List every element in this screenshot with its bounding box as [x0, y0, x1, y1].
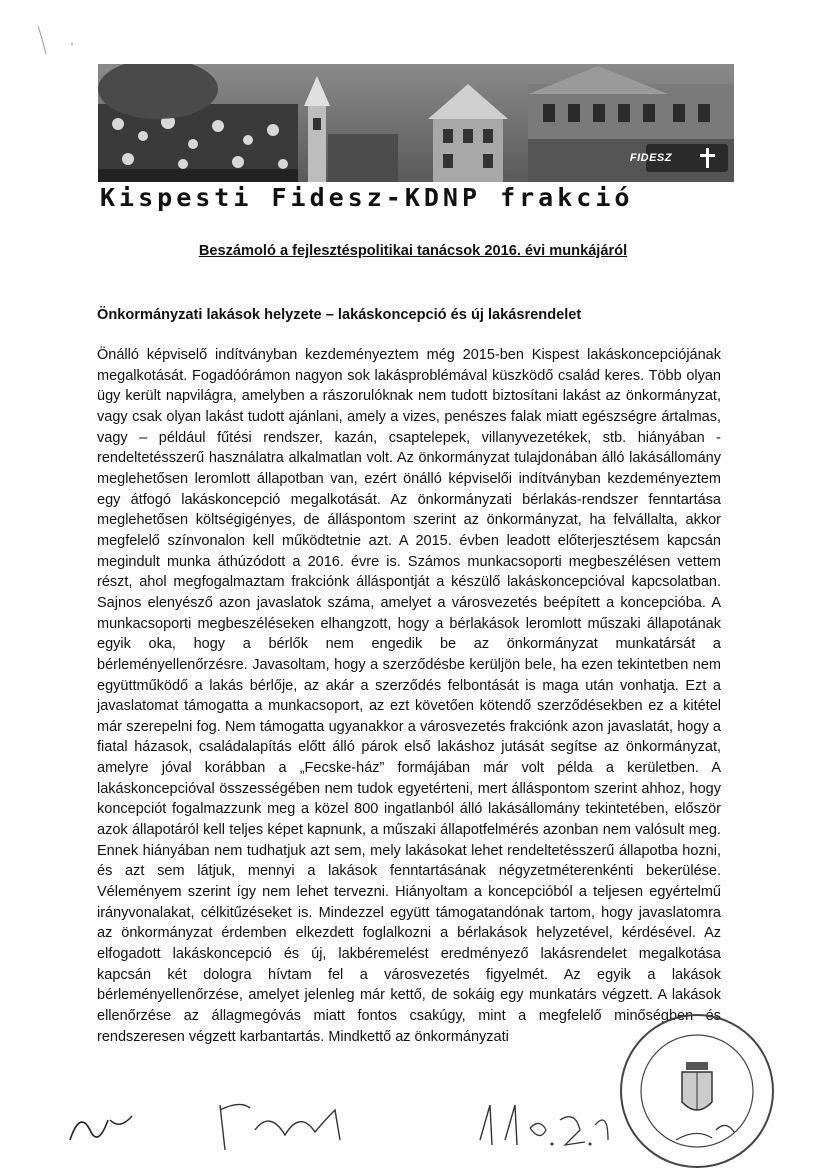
- party-faction-title: Kispesti Fidesz-KDNP frakció: [100, 183, 634, 212]
- hungarian-coat-of-arms-icon: [682, 1062, 712, 1110]
- fidesz-logo-text: FIDESZ: [629, 152, 672, 164]
- handwritten-signature: [60, 1090, 620, 1160]
- official-stamp: [616, 1010, 778, 1172]
- section-heading: Önkormányzati lakások helyzete – lakáskoncepció és új lakásrendelet: [97, 307, 582, 323]
- section-body-text: Önálló képviselő indítványban kezdeményeztem még 2015-ben Kispest lakáskoncepciójának megalkotását. Fogadóórámon nagyon sok lakásproblémával küszködő család keres. Több olyan ügy került napvilágra, amelyben a rászorulóknak nem tudott biztosítani lakást az önkormányzat, vagy csak olyan lakást tudott ajánlani, amely a vizes, penészes falak miatt egészségre ártalmas, vagy – például fűtési rendszer, kazán, csaptelepek, villanyvezetékek, stb. hiányában - rendeltetésszerű használatra alkalmatlan volt. Az önkormányzat tulajdonában álló lakásállomány meglehetősen leromlott állapotban van, ezért önálló képviselői indítványban kezdeményeztem egy átfogó lakáskoncepció megalkotását. Az önkormányzati bérlakás-rendszer fenntartása meglehetősen költségigényes, de álláspontom szerint az önkormányzat, ha felvállalta, akkor megfelelő színvonalon kell működtetnie azt. A 2015. évben leadott előterjesztésem kapcsán megindult munka áthúzódott a 2016. évre is. Számos munkacsoporti megbeszélésen vettem részt, ahol megfogalmaztam frakciónk álláspontját a készülő lakáskoncepcióval kapcsolatban. Sajnos elenyésző azon javaslatok száma, amelyet a városvezetés beépített a koncepcióba. A munkacsoporti megbeszéléseken elhangzott, hogy a bérlakások leromlott műszaki állapotának egyik oka, hogy a bérlők nem engedik be az önkormányzat munkatársát a bérleményellenőrzésre. Javasoltam, hogy a szerződésbe kerüljön bele, ha ezen tekintetben nem együttműködő a lakás bérlője, az akár a szerződés felbontását is maga után vonhatja. Ezt a javaslatomat támogatta a munkacsoport, az ezt követően kötendő szerződésekben ez a kitétel már szerepelni fog. Nem támogatta ugyanakkor a városvezetés frakciónk azon javaslatát, hogy a fiatal házasok, családalapítás előtt álló párok első lakáshoz jutását segítse az önkormányzat, amelyre jóval korábban a „Fecske-ház” formájában már volt példa a kerületben. A lakáskoncepcióval összességében nem tudok egyetérteni, mert álláspontom szerint ahhoz, hogy koncepciót fogalmazzunk meg a közel 800 ingatlanból álló lakásállomány tekintetében, először azok állapotáról kell teljes képet kapnunk, a műszaki állapotfelmérés azonban nem valósult meg. Ennek hiányában nem tudhatjuk azt sem, mely lakásokat lehet rendeltetésszerű állapotba hozni, és azt sem látjuk, mennyi a lakások fenntartásának négyzetméterenkénti bekerülése. Véleményem szerint így nem lehet tervezni. Hiányoltam a koncepcióból a teljesen egyértelmű irányvonalakat, célkitűzéseket is. Mindezzel együtt támogatandónak tartom, hogy javaslatomra az önkormányzat érdemben elkezdett foglalkozni a bérlakások helyzetével, kérdésével. Az elfogadott lakáskoncepció és új, lakbéremelést eredményező lakásrendelet megalkotása kapcsán két dologra hívtam fel a városvezetés figyelmét. Az egyik a lakások bérleményellenőrzése, amelyet jelenleg már kettő, de sokáig egy munkatárs végzett. A lakások ellenőrzése az állagmegóvás miatt fontos csakúgy, mint a megfelelő minőségben és rendszeresen végzett karbantartás. Mindkettő az önkormányzati: [97, 347, 721, 1045]
- header-photo-collage: [98, 64, 734, 182]
- header-banner: [98, 64, 734, 182]
- corner-pen-mark: [30, 20, 80, 60]
- report-title: Beszámoló a fejlesztéspolitikai tanácsok 2016. évi munkájáról: [198, 243, 628, 259]
